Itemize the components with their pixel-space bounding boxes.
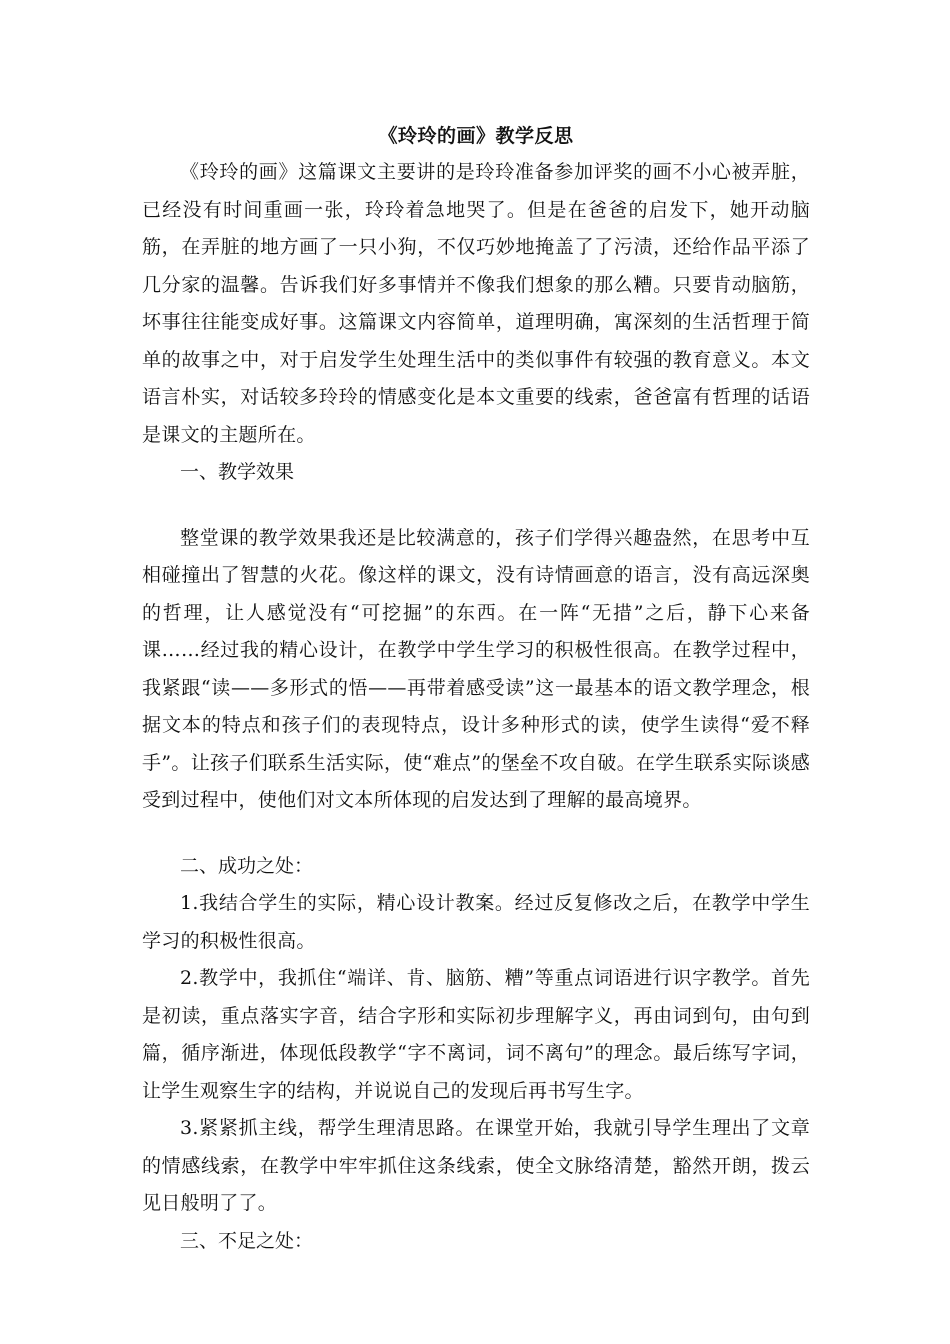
success-item-3: 3.紧紧抓主线，帮学生理清思路。在课堂开始，我就引导学生理出了文章的情感线索，在教学中牢牢抓住这条线索，使全文脉络清楚，豁然开朗，拨云见日般明了了。 [142,1117,810,1214]
spacer [142,820,810,848]
spacer [142,492,810,520]
section-heading-successes: 二、成功之处： [180,854,314,877]
document-page [142,118,810,1260]
success-item-1: 1.我结合学生的实际，精心设计教案。经过反复修改之后，在教学中学生学习的积极性很高。 [142,892,810,952]
document-title: 《玲玲的画》教学反思 [378,125,574,147]
teaching-effect-paragraph: 整堂课的教学效果我还是比较满意的，孩子们学得兴趣盎然，在思考中互相碰撞出了智慧的火花。像这样的课文，没有诗情画意的语言，没有高远深奥的哲理，让人感觉没有“可挖掘”的东西。在一阵“无措”之后，静下心来备课……经过我的精心设计，在教学中学生学习的积极性很高。在教学过程中，我紧跟“读——多形式的悟——再带着感受读”这一最基本的语文教学理念，根据文本的特点和孩子们的表现特点，设计多种形式的读，使学生读得“爱不释手”。让孩子们联系生活实际，使“难点”的堡垒不攻自破。在学生联系实际谈感受到过程中，使他们对文本所体现的启发达到了理解的最高境界。 [142,526,810,811]
intro-paragraph: 《玲玲的画》这篇课文主要讲的是玲玲准备参加评奖的画不小心被弄脏，已经没有时间重画一张，玲玲着急地哭了。但是在爸爸的启发下，她开动脑筋，在弄脏的地方画了一只小狗，不仅巧妙地掩盖了了污渍，还给作品平添了几分家的温馨。告诉我们好多事情并不像我们想象的那么糟。只要肯动脑筋，坏事往往能变成好事。这篇课文内容简单，道理明确，寓深刻的生活哲理于简单的故事之中，对于启发学生处理生活中的类似事件有较强的教育意义。本文语言朴实，对话较多玲玲的情感变化是本文重要的线索，爸爸富有哲理的话语是课文的主题所在。 [142,161,810,446]
success-item-2: 2.教学中，我抓住“端详、肯、脑筋、糟”等重点词语进行识字教学。首先是初读，重点落实字音，结合字形和实际初步理解字义，再由词到句，由句到篇，循序渐进，体现低段教学“字不离词，词不离句”的理念。最后练写字词，让学生观察生字的结构，并说说自己的发现后再书写生字。 [142,967,810,1102]
section-heading-shortcomings: 三、不足之处： [180,1229,314,1252]
section-heading-teaching-effect: 一、教学效果 [180,461,295,483]
